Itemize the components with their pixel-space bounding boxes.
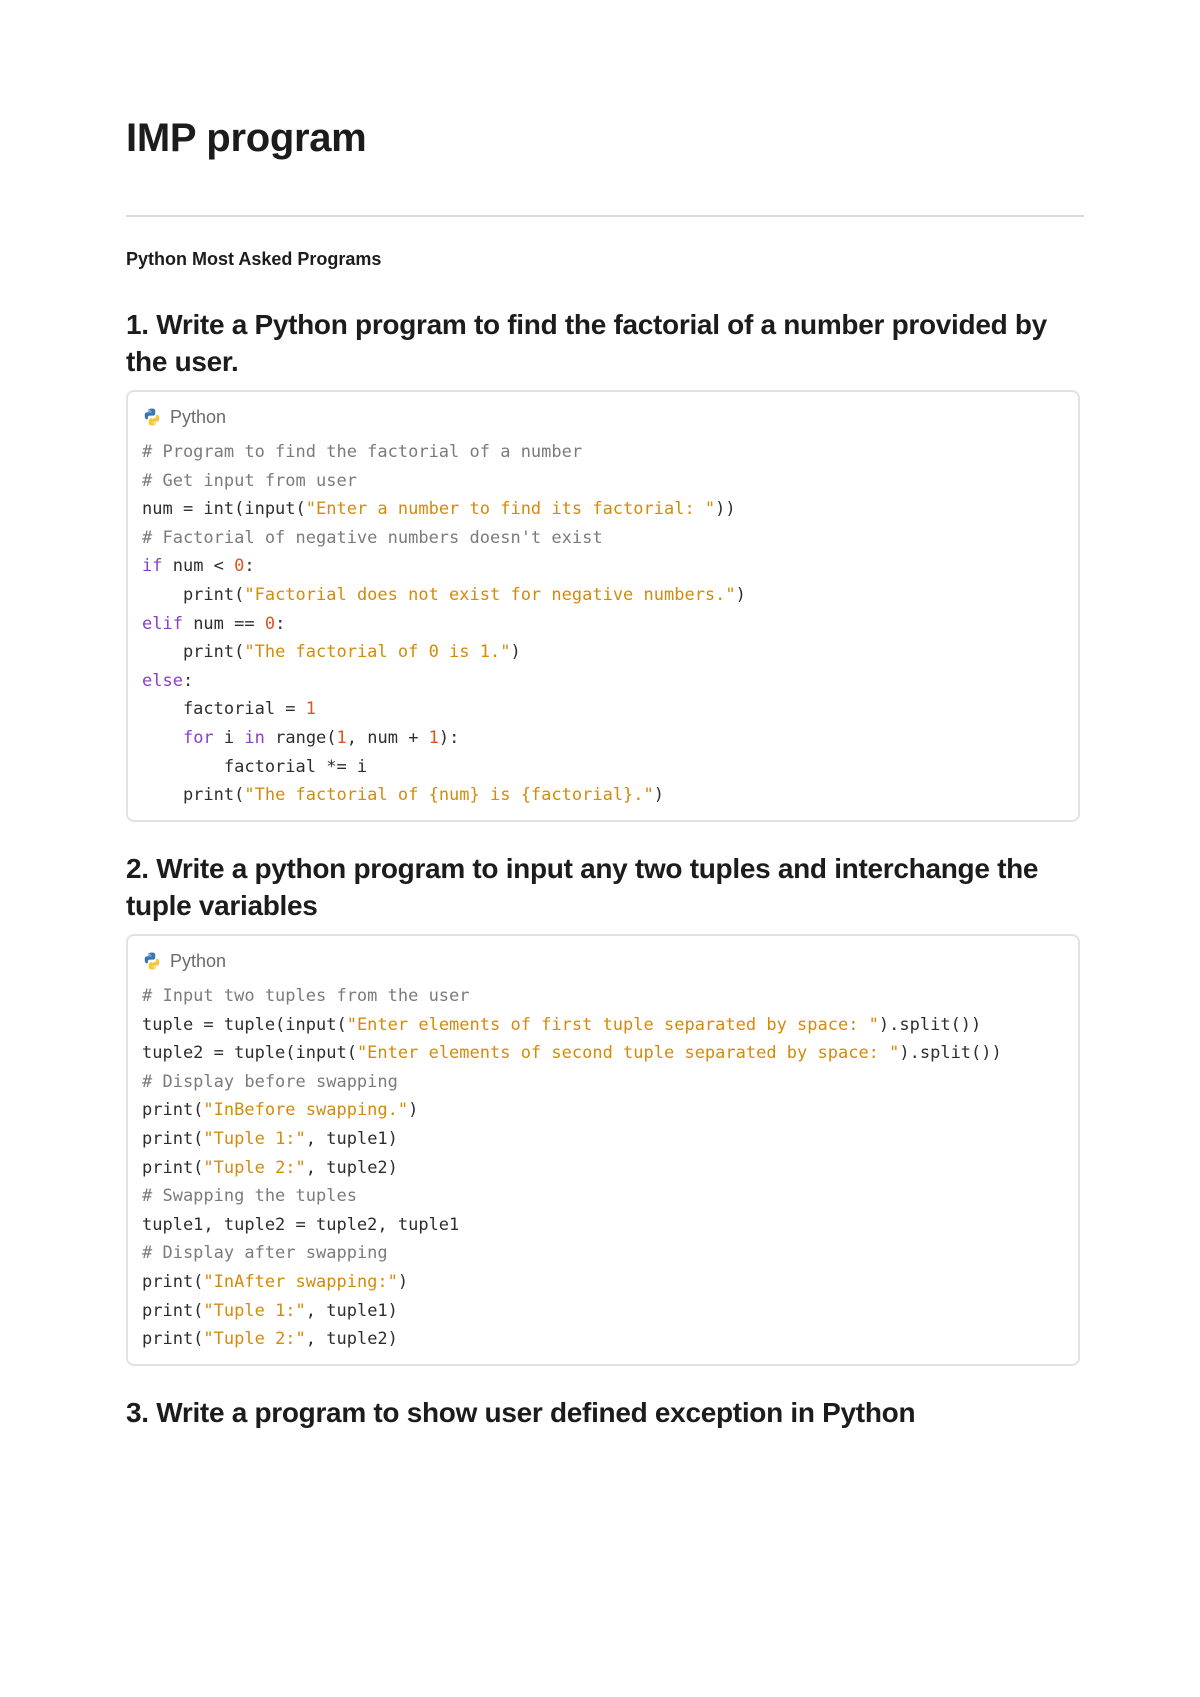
code-token: # Display before swapping — [142, 1071, 398, 1092]
question-2-heading: 2. Write a python program to input any two tuples and interchange the tuple variables — [126, 853, 1039, 921]
code-token: : — [244, 556, 255, 577]
code-token: num = int(input( — [142, 499, 306, 520]
code-line — [142, 495, 746, 524]
question-3-heading: 3. Write a program to show user defined exception in Python — [126, 1397, 916, 1428]
code-token: factorial = — [142, 699, 306, 720]
code-block-2[interactable] — [126, 934, 1080, 1366]
code-token: 1 — [305, 699, 317, 720]
code-block-header — [142, 948, 226, 974]
code-line — [142, 667, 746, 696]
code-token: # Display after swapping — [142, 1243, 388, 1264]
code-token: print( — [142, 1271, 204, 1292]
code-token: print( — [142, 642, 245, 663]
code-token: , tuple2) — [305, 1329, 398, 1350]
code-token: ) — [408, 1100, 419, 1121]
code-line — [142, 552, 746, 581]
page-title: IMP program — [126, 116, 367, 160]
code-token: "Tuple 2:" — [203, 1329, 306, 1350]
code-token: # Factorial of negative numbers doesn't exist — [142, 527, 603, 548]
code-token: , tuple1) — [305, 1300, 398, 1321]
python-logo-icon — [142, 951, 162, 971]
code-lines — [142, 438, 746, 810]
code-line — [142, 1068, 1002, 1097]
code-token: print( — [142, 1128, 204, 1149]
code-lines — [142, 982, 1002, 1354]
code-token: ) — [653, 785, 665, 806]
code-line — [142, 1239, 1002, 1268]
code-line — [142, 724, 746, 753]
question-1-heading: 1. Write a Python program to find the factorial of a number provided by the user. — [126, 309, 1047, 377]
code-token: "Tuple 2:" — [203, 1157, 306, 1178]
code-line — [142, 638, 746, 667]
code-token: "InBefore swapping." — [203, 1100, 409, 1121]
code-block-1[interactable] — [126, 390, 1080, 822]
code-token: tuple = tuple(input( — [142, 1014, 347, 1035]
code-token: "The factorial of 0 is 1." — [244, 642, 511, 663]
code-token: # Input two tuples from the user — [142, 986, 470, 1006]
code-block-header — [142, 404, 226, 430]
code-line — [142, 1268, 1002, 1297]
code-token: "Enter elements of second tuple separated by space: " — [356, 1043, 900, 1064]
code-token: 1 — [336, 727, 347, 748]
code-line — [142, 581, 746, 610]
code-token: ) — [510, 642, 521, 663]
code-token: "The factorial of {num} is {factorial}." — [244, 785, 654, 806]
code-token: num < — [162, 556, 235, 577]
code-token: elif — [142, 613, 183, 634]
code-token — [142, 728, 183, 748]
code-token: "Factorial does not exist for negative numbers." — [244, 584, 736, 605]
code-line — [142, 1154, 1002, 1183]
code-token: : — [275, 613, 286, 634]
code-token: 0 — [234, 556, 245, 577]
code-token: ).split()) — [878, 1014, 982, 1035]
code-token: "Enter a number to find its factorial: " — [305, 499, 716, 520]
code-token: "Tuple 1:" — [203, 1128, 306, 1149]
code-token: print( — [142, 1100, 204, 1121]
code-token: # Program to find the factorial of a number — [142, 442, 583, 462]
code-token: for — [182, 727, 214, 748]
code-token: print( — [142, 1300, 204, 1321]
code-token: ): — [438, 727, 460, 748]
code-token: else — [142, 670, 183, 691]
code-token: ) — [397, 1271, 409, 1292]
code-token: i — [213, 727, 245, 748]
code-token: ) — [735, 584, 746, 605]
code-line — [142, 1125, 1002, 1154]
code-token: if — [142, 556, 163, 577]
title-divider — [126, 215, 1084, 217]
code-line — [142, 1325, 1002, 1354]
code-token: range( — [264, 727, 337, 748]
code-token: print( — [142, 584, 245, 605]
code-token: num == — [182, 613, 265, 634]
code-line — [142, 1182, 1002, 1211]
code-line — [142, 610, 746, 639]
code-line — [142, 1211, 1002, 1240]
code-token: 0 — [264, 613, 276, 634]
code-token: : — [182, 670, 194, 691]
code-token: tuple1, tuple2 = tuple2, tuple1 — [142, 1214, 460, 1235]
code-token: tuple2 = tuple(input( — [142, 1043, 357, 1064]
code-token: # Get input from user — [142, 470, 357, 491]
code-token: print( — [142, 1329, 204, 1350]
code-token: print( — [142, 785, 245, 806]
code-token: print( — [142, 1157, 204, 1178]
code-line — [142, 753, 746, 782]
code-line — [142, 467, 746, 496]
code-line — [142, 438, 746, 467]
code-token: , tuple2) — [305, 1157, 398, 1178]
code-line — [142, 1096, 1002, 1125]
code-token: "Enter elements of first tuple separated by space: " — [346, 1014, 879, 1035]
code-line — [142, 524, 746, 553]
code-line — [142, 695, 746, 724]
python-logo-icon — [142, 407, 162, 427]
code-token: , tuple1) — [305, 1128, 398, 1149]
code-token: factorial *= i — [142, 756, 368, 777]
code-line — [142, 982, 1002, 1011]
code-language-label: Python — [170, 950, 227, 971]
code-line — [142, 1297, 1002, 1326]
code-line — [142, 781, 746, 810]
code-token: # Swapping the tuples — [142, 1186, 357, 1207]
code-line — [142, 1039, 1002, 1068]
code-token: ).split()) — [899, 1043, 1002, 1064]
code-token: "InAfter swapping:" — [203, 1271, 398, 1292]
code-language-label: Python — [170, 406, 227, 427]
code-token: "Tuple 1:" — [203, 1300, 306, 1321]
code-line — [142, 1011, 1002, 1040]
code-token: in — [244, 727, 265, 748]
code-token: 1 — [428, 727, 439, 748]
code-token: , num + — [346, 727, 429, 748]
code-token: )) — [715, 499, 736, 520]
document-subtitle: Python Most Asked Programs — [126, 249, 382, 269]
